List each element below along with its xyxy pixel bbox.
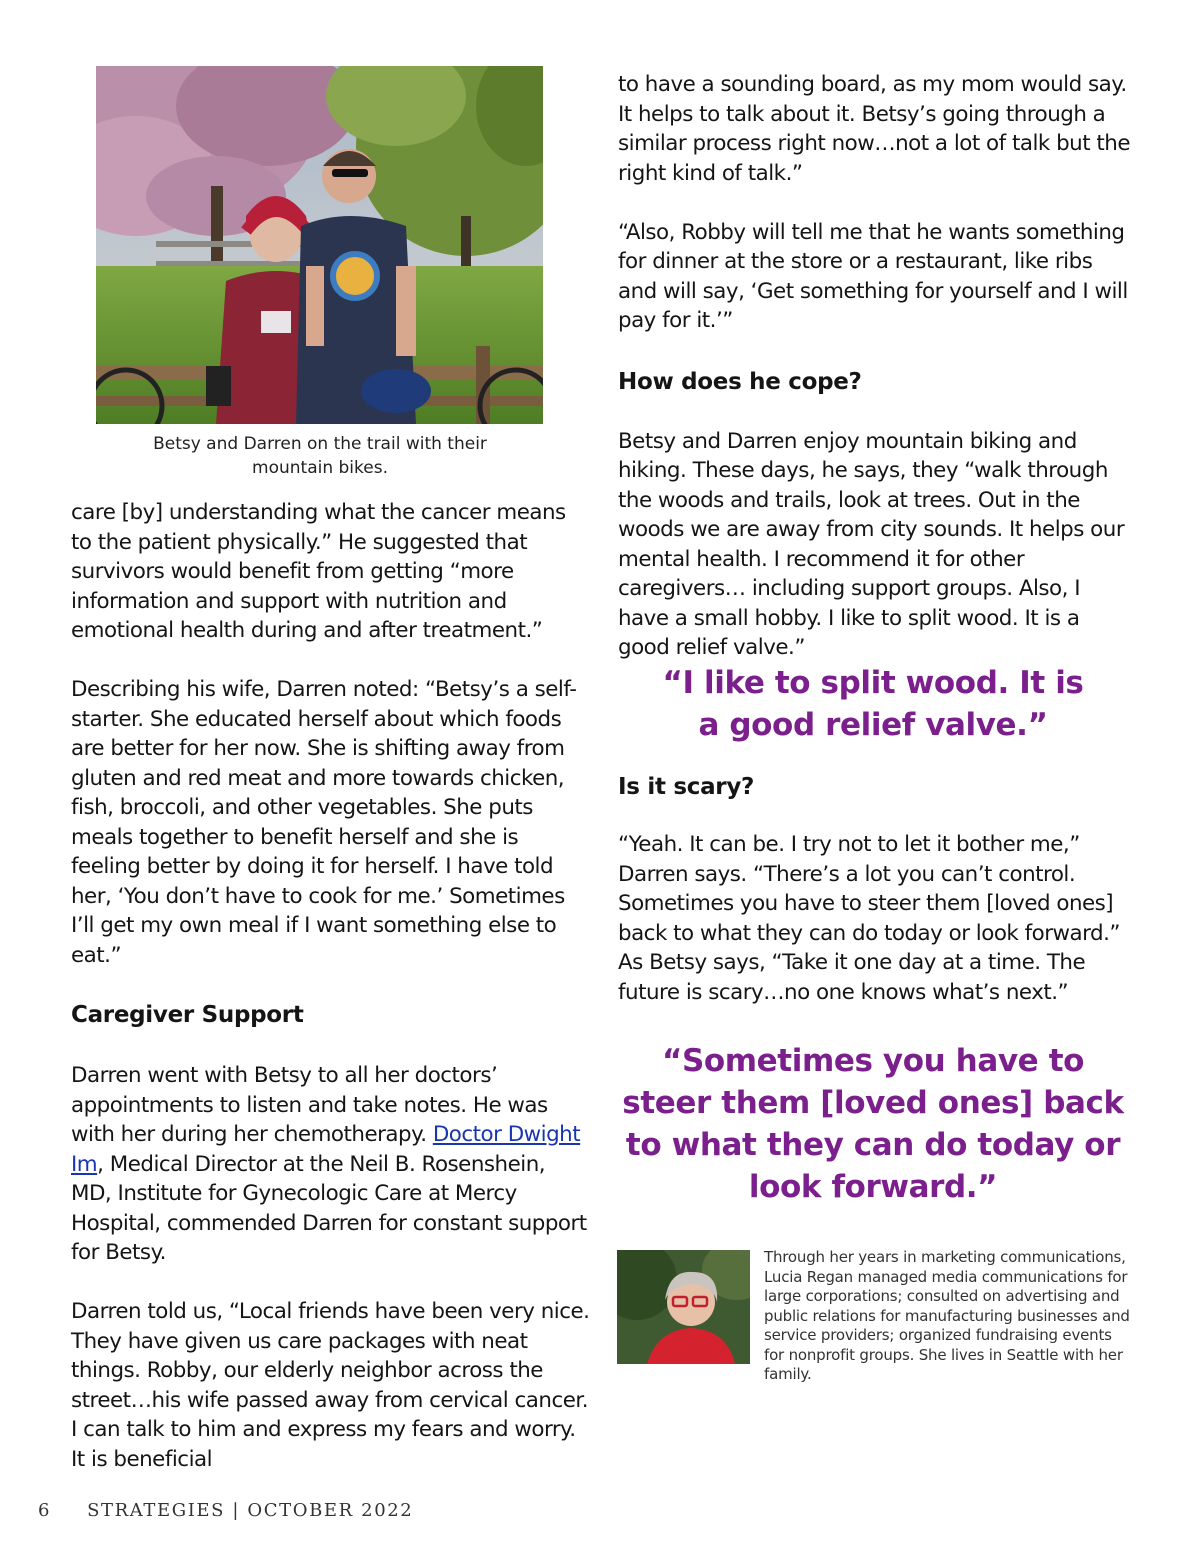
publication-title: STRATEGIES [87,1500,226,1521]
left-paragraph-3-start: Darren went with Betsy to all her doctors’ appointments to listen and take notes. He was with her during her chemotherapy. [71,1063,548,1147]
right-paragraph-2: “Also, Robby will tell me that he wants something for dinner at the store or a restaurant, like ribs and will say, ‘Get something for yourself and I will pay for it.’” [618,219,1128,333]
right-paragraph-3: Betsy and Darren enjoy mountain biking and hiking. These days, he says, they “walk through the woods and trails, look at trees. Out in the woods we are away from city sounds. It helps our mental health. I recommend it for other caregivers… including support groups. Also, I have a small hobby. I like to split wood. It is a good relief valve.” [618,428,1125,660]
right-paragraph-4: “Yeah. It can be. I try not to let it bother me,” Darren says. “There’s a lot you can’t control. Sometimes you have to steer them [loved ones] back to what they can do today or look forward.” As Betsy says, “Take it one day at a time. The future is scary…no one knows what’s next.” [618,832,1121,1005]
left-paragraph-3-end: , Medical Director at the Neil B. Rosenshein, MD, Institute for Gynecologic Care at Mercy Hospital, commended Darren for constant support for Betsy. [71,1151,587,1265]
doctor-dwight-im-link[interactable]: Doctor Dwight Im [71,1122,581,1177]
article-photo-couple [96,66,543,424]
pull-quote-steer: “Sometimes you have to steer them [loved ones] back to what they can do today or look forward.” [622,1043,1124,1205]
heading-how-does-he-cope: How does he cope? [618,368,862,395]
left-paragraph-4: Darren told us, “Local friends have been very nice. They have given us care packages with neat things. Robby, our elderly neighbor across the street…his wife passed away from cervical cancer. I can talk to him and express my fears and worry. It is beneficial [71,1299,590,1472]
pull-quote-split-wood: “I like to split wood. It is a good relief valve.” [662,665,1084,743]
photo-illustration [96,66,543,424]
page-number: 6 [38,1500,52,1521]
heading-is-it-scary: Is it scary? [618,774,755,800]
right-paragraph-1: to have a sounding board, as my mom would say. It helps to talk about it. Betsy’s going through a similar process right now…not a lot of talk but the right kind of talk.” [618,72,1131,186]
left-column [71,498,591,1474]
author-bio: Through her years in marketing communications, Lucia Regan managed media communications for large corporations; consulted on advertising and public relations for manufacturing businesses and service providers; organized fundraising events for nonprofit groups. She lives in Seattle with her family. [764,1248,1130,1383]
right-column [618,70,1136,663]
left-paragraph-3 [71,1061,591,1268]
heading-caregiver-support: Caregiver Support [71,1002,304,1028]
page-footer [38,1500,413,1521]
footer-separator: | [232,1500,241,1521]
author-photo [617,1250,750,1364]
photo-caption: Betsy and Darren on the trail with their mountain bikes. [153,434,487,478]
issue-date: OCTOBER 2022 [247,1500,414,1521]
left-paragraph-1: care [by] understanding what the cancer means to the patient physically.” He suggested that survivors would benefit from getting “more information and support with nutrition and emotional health during and after treatment.” [71,500,566,643]
left-paragraph-2: Describing his wife, Darren noted: “Betsy’s a self-starter. She educated herself about which foods are better for her now. She is shifting away from gluten and red meat and more towards chicken, fish, broccoli, and other vegetables. She puts meals together to benefit herself and she is feeling better by doing it for herself. I have told her, ‘You don’t have to cook for me.’ Sometimes I’ll get my own meal if I want something else to eat.” [71,677,577,968]
author-portrait-illustration [617,1250,750,1364]
